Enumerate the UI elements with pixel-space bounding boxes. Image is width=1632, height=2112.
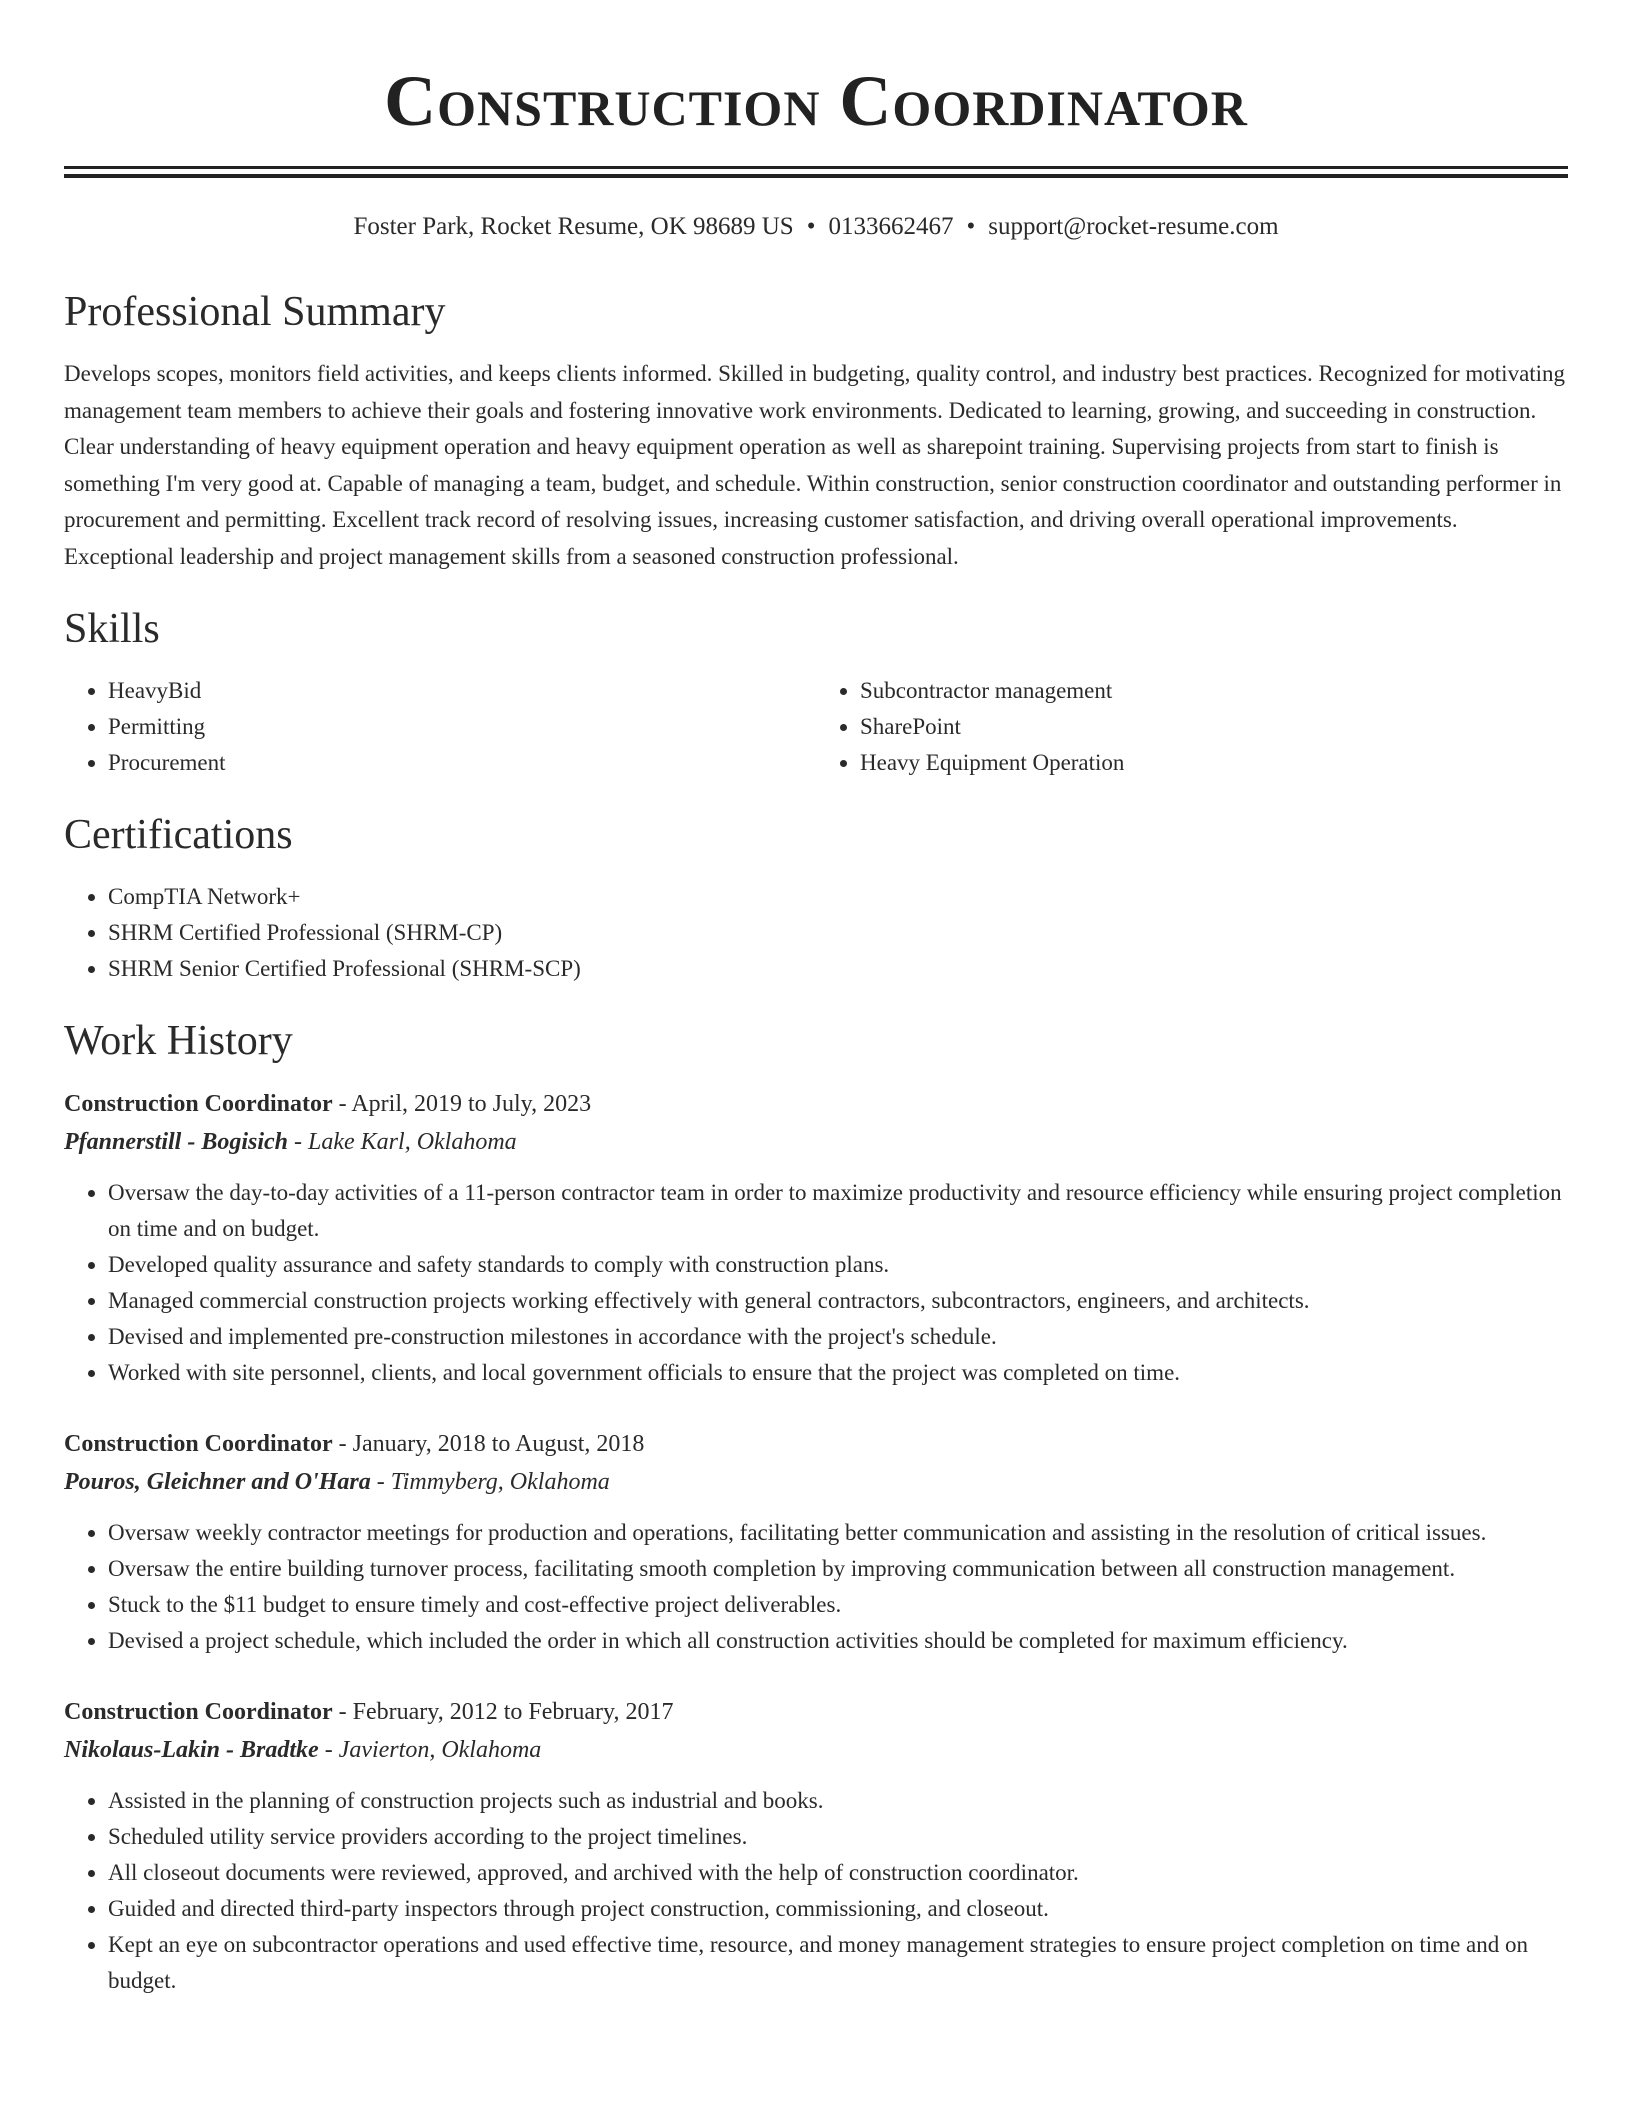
skill-item: • SharePoint (860, 709, 1568, 745)
job-bullet: • Devised a project schedule, which included the order in which all construction activities should be completed for maximum efficiency. (108, 1623, 1568, 1659)
job-location: - Javierton, Oklahoma (318, 1737, 542, 1763)
job-dates: - April, 2019 to July, 2023 (332, 1091, 592, 1117)
job-dates: - February, 2012 to February, 2017 (332, 1699, 674, 1725)
work-history-heading: Work History (64, 1018, 293, 1064)
skill-item: • Procurement (108, 745, 816, 781)
resume-name: Construction Coordinator (384, 61, 1248, 141)
job-bullet: • Worked with site personnel, clients, and local government officials to ensure that the project was completed on time. (108, 1355, 1568, 1391)
skill-item: • Subcontractor management (860, 673, 1568, 709)
contact-address: Foster Park, Rocket Resume, OK 98689 US (353, 213, 794, 240)
skills-heading: Skills (64, 606, 160, 652)
job-bullet: • Developed quality assurance and safety standards to comply with construction plans. (108, 1247, 1568, 1283)
job-bullet: • Devised and implemented pre-construction milestones in accordance with the project's schedule. (108, 1319, 1568, 1355)
job-entry (64, 1425, 1568, 1659)
job-company: Pouros, Gleichner and O'Hara (64, 1469, 371, 1495)
job-company: Nikolaus-Lakin - Bradtke (64, 1737, 319, 1763)
job-bullet: • Managed commercial construction projects working effectively with general contractors, subcontractors, engineers, and architects. (108, 1283, 1568, 1319)
job-bullet: • Scheduled utility service providers according to the project timelines. (108, 1819, 1568, 1855)
job-entry (64, 1085, 1568, 1391)
job-bullet: • Stuck to the $11 budget to ensure timely and cost-effective project deliverables. (108, 1587, 1568, 1623)
skills-column-left (64, 673, 816, 781)
summary-text: Develops scopes, monitors field activities, and keeps clients informed. Skilled in budgeting, quality control, and industry best practices. Recognized for motivating management team members to achieve their goals and fostering innovative work environments. Dedicated to learning, growing, and succeeding in construction. Clear understanding of heavy equipment operation and heavy equipment operation as well as sharepoint training. Supervising projects from start to finish is something I'm very good at. Capable of managing a team, budget, and schedule. Within construction, senior construction coordinator and outstanding performer in procurement and permitting. Excellent track record of resolving issues, increasing customer satisfaction, and driving overall operational improvements. Exceptional leadership and project management skills from a seasoned construction professional. (64, 361, 1566, 569)
job-bullets (64, 1175, 1568, 1391)
job-title-line (64, 1425, 1568, 1463)
contact-phone: 0133662467 (828, 213, 954, 240)
job-location: - Lake Karl, Oklahoma (288, 1129, 517, 1155)
skill-item: • Heavy Equipment Operation (860, 745, 1568, 781)
certification-item: • CompTIA Network+ (108, 879, 1568, 915)
certification-item: • SHRM Certified Professional (SHRM-CP) (108, 915, 1568, 951)
job-bullet: • Assisted in the planning of construction projects such as industrial and books. (108, 1783, 1568, 1819)
skill-item: • HeavyBid (108, 673, 816, 709)
job-bullet: • Oversaw the day-to-day activities of a 11-person contractor team in order to maximize productivity and resource efficiency while ensuring project completion on time and on budget. (108, 1175, 1568, 1247)
skill-item: • Permitting (108, 709, 816, 745)
job-company-line (64, 1123, 1568, 1161)
job-bullet: • Kept an eye on subcontractor operations and used effective time, resource, and money management strategies to ensure project completion on time and on budget. (108, 1927, 1568, 1999)
job-title: Construction Coordinator (64, 1431, 333, 1457)
header-rule-top (64, 166, 1568, 169)
contact-line (64, 212, 1568, 242)
contact-email: support@rocket-resume.com (988, 213, 1279, 240)
job-bullets (64, 1783, 1568, 1999)
job-bullet: • Oversaw the entire building turnover process, facilitating smooth completion by improving communication between all construction management. (108, 1551, 1568, 1587)
job-title: Construction Coordinator (64, 1091, 333, 1117)
job-location: - Timmyberg, Oklahoma (370, 1469, 610, 1495)
job-company-line (64, 1463, 1568, 1501)
job-bullets (64, 1515, 1568, 1659)
header-rule-bottom (64, 174, 1568, 178)
certification-item: • SHRM Senior Certified Professional (SHRM-SCP) (108, 951, 1568, 987)
skills-list (64, 673, 1568, 781)
certifications-heading: Certifications (64, 812, 293, 858)
job-entry (64, 1693, 1568, 1999)
job-bullet: • Guided and directed third-party inspectors through project construction, commissioning, and closeout. (108, 1891, 1568, 1927)
job-company: Pfannerstill - Bogisich (64, 1129, 289, 1155)
resume-page (64, 0, 1568, 1999)
job-dates: - January, 2018 to August, 2018 (332, 1431, 645, 1457)
job-title-line (64, 1693, 1568, 1731)
summary-heading: Professional Summary (64, 289, 446, 335)
job-title-line (64, 1085, 1568, 1123)
job-company-line (64, 1731, 1568, 1769)
job-bullet: • All closeout documents were reviewed, approved, and archived with the help of construction coordinator. (108, 1855, 1568, 1891)
contact-separator: • (966, 213, 976, 240)
job-title: Construction Coordinator (64, 1699, 333, 1725)
certifications-list (64, 879, 1568, 987)
contact-separator: • (806, 213, 816, 240)
job-bullet: • Oversaw weekly contractor meetings for production and operations, facilitating better communication and assisting in the resolution of critical issues. (108, 1515, 1568, 1551)
skills-column-right (816, 673, 1568, 781)
